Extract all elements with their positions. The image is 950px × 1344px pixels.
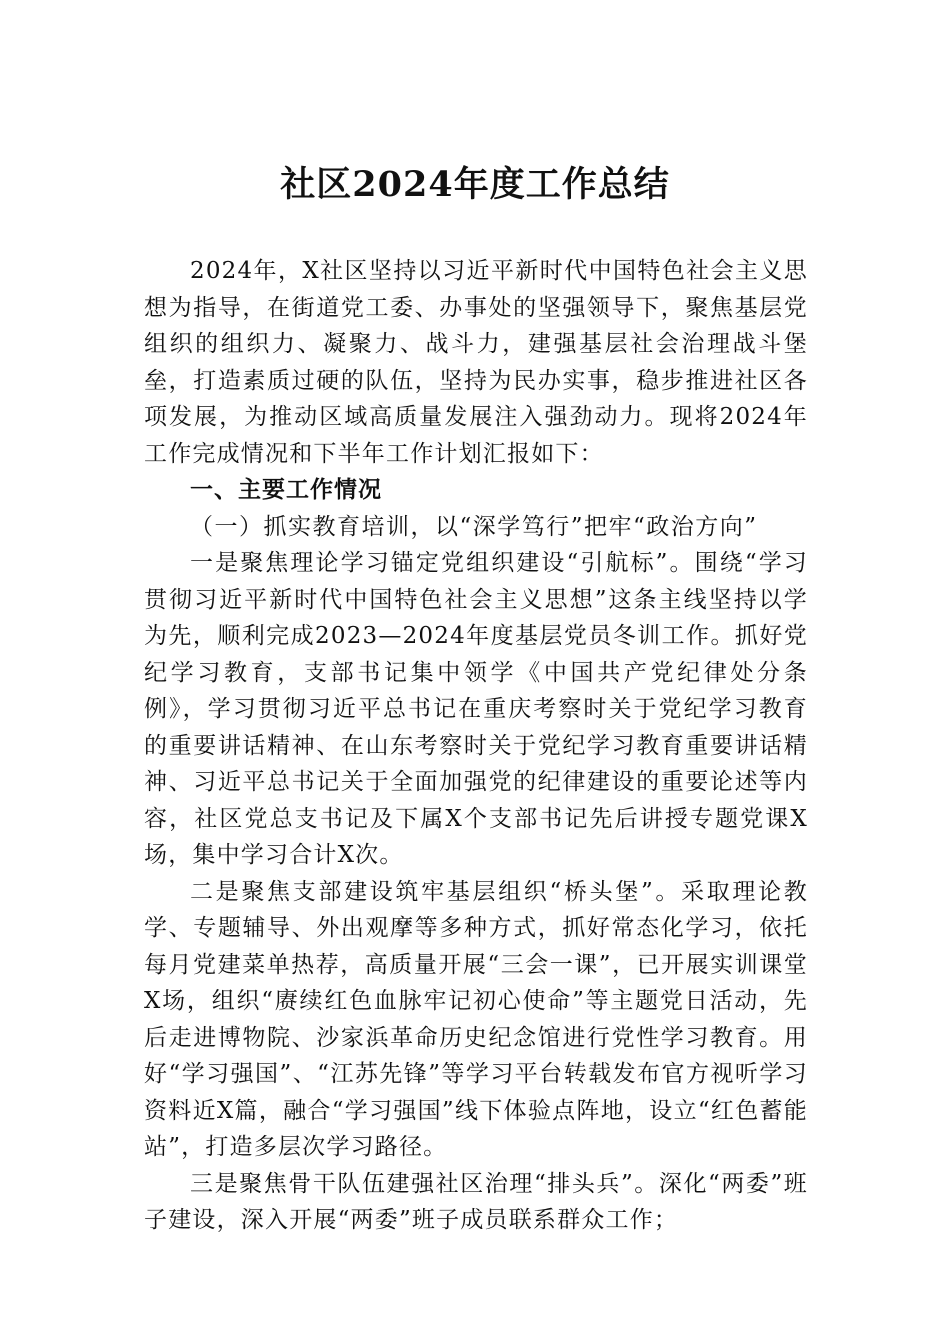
body-paragraph-3: 三是聚焦骨干队伍建强社区治理“排头兵”。深化“两委”班子建设，深入开展“两委”班子成员联系群众工作； bbox=[144, 1170, 808, 1233]
document-body bbox=[144, 253, 808, 1239]
section-heading: 一、主要工作情况 bbox=[190, 477, 382, 503]
document-title: 社区2024年度工作总结 bbox=[280, 164, 670, 205]
body-paragraph-2: 二是聚焦支部建设筑牢基层组织“桥头堡”。采取理论教学、专题辅导、外出观摩等多种方式，抓好常态化学习，依托每月党建菜单热荐，高质量开展“三会一课”，已开展实训课堂X场，组织“赓续红色血脉牢记初心使命”等主题党日活动，先后走进博物院、沙家浜革命历史纪念馆进行党性学习教育。用好“学习强国”、“江苏先锋”等学习平台转载发布官方视听学习资料近X篇，融合“学习强国”线下体验点阵地，设立“红色蓄能站”，打造多层次学习路径。 bbox=[144, 878, 808, 1160]
intro-paragraph: 2024年，X社区坚持以习近平新时代中国特色社会主义思想为指导，在街道党工委、办事处的坚强领导下，聚焦基层党组织的组织力、凝聚力、战斗力，建强基层社会治理战斗堡垒，打造素质过硬的队伍，坚持为民办实事，稳步推进社区各项发展，为推动区域高质量发展注入强劲动力。现将2024年工作完成情况和下半年工作计划汇报如下： bbox=[144, 258, 808, 467]
subsection-heading: （一）抓实教育培训，以“深学笃行”把牢“政治方向” bbox=[190, 513, 758, 540]
body-paragraph-1: 一是聚焦理论学习锚定党组织建设“引航标”。围绕“学习贯彻习近平新时代中国特色社会主义思想”这条主线坚持以学为先，顺利完成2023—2024年度基层党员冬训工作。抓好党纪学习教育，支部书记集中领学《中国共产党纪律处分条例》，学习贯彻习近平总书记在重庆考察时关于党纪学习教育的重要讲话精神、在山东考察时关于党纪学习教育重要讲话精神、习近平总书记关于全面加强党的纪律建设的重要论述等内容，社区党总支书记及下属X个支部书记先后讲授专题党课X场，集中学习合计X次。 bbox=[144, 550, 808, 868]
